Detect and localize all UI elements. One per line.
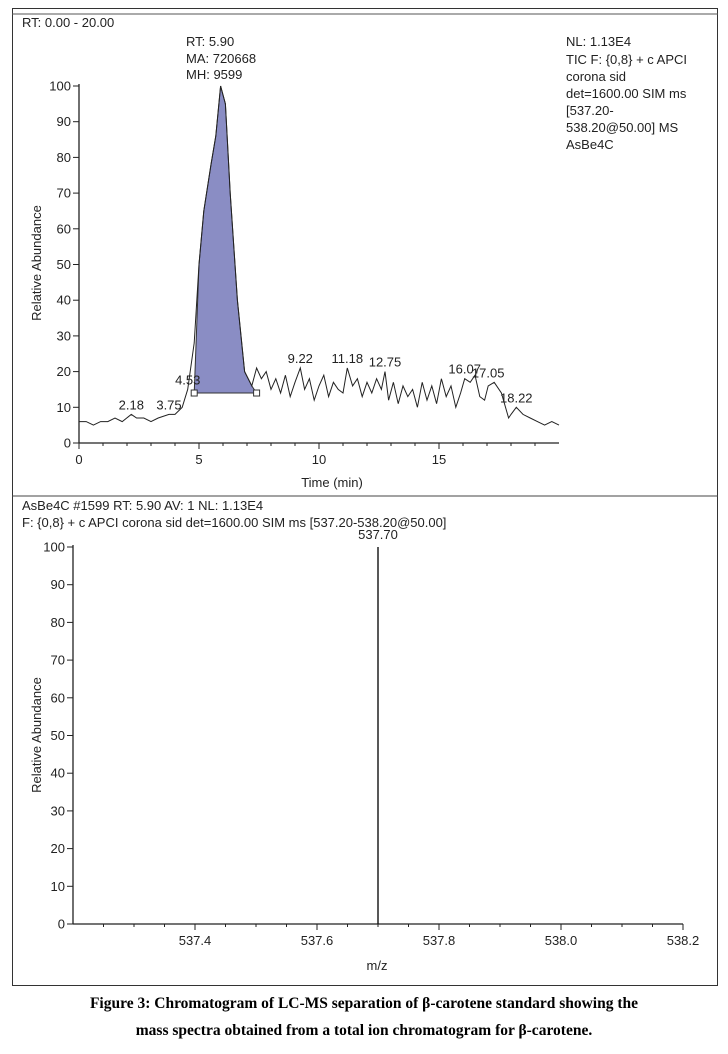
peak-label: 16.07 — [448, 361, 481, 377]
chromatogram-y-tick-label: 90 — [56, 114, 71, 130]
peak-info-rt: RT: 5.90 — [186, 34, 235, 49]
spectrum-x-tick-label: 537.4 — [178, 933, 212, 948]
spectrum-x-label: m/z — [366, 958, 388, 973]
header-info-1: TIC F: {0,8} + c APCI — [566, 52, 688, 67]
chromatogram-x-tick-label: 5 — [195, 452, 203, 467]
chromatogram-y-tick-label: 20 — [56, 364, 71, 380]
spectrum-y-tick-label: 20 — [50, 841, 65, 857]
spectrum-y-tick-label: 40 — [50, 765, 65, 781]
chromatogram-y-tick-label: 40 — [56, 292, 71, 308]
spectrum-x-tick-label: 537.6 — [300, 933, 334, 948]
header-info-3: det=1600.00 SIM ms — [566, 86, 687, 101]
chromatogram-y-tick-label: 80 — [56, 149, 71, 165]
chromatogram-y-tick-label: 70 — [56, 185, 71, 201]
spectrum-y-tick-label: 60 — [50, 690, 65, 706]
integrated-peak-area — [194, 86, 256, 393]
spectrum-header-line2: F: {0,8} + c APCI corona sid det=1600.00 SIM ms [537.20-538.20@50.00] — [22, 515, 447, 530]
peak-end-marker — [254, 390, 260, 396]
header-info-5: 538.20@50.00] MS — [566, 120, 679, 135]
chromatogram-y-tick-label: 60 — [56, 221, 71, 237]
peak-label: 2.18 — [118, 397, 144, 413]
range-label: RT: 0.00 - 20.00 — [22, 15, 115, 30]
peak-start-marker — [191, 390, 197, 396]
peak-info-mh: MH: 9599 — [186, 67, 243, 82]
header-info-4: [537.20- — [566, 103, 614, 118]
chromatogram-y-label: Relative Abundance — [29, 205, 44, 321]
caption-line-1: Figure 3: Chromatogram of LC-MS separation of β-carotene standard showing the — [89, 995, 639, 1012]
chromatogram-x-tick-label: 10 — [311, 452, 327, 467]
peak-label: 12.75 — [368, 354, 402, 370]
peak-label: 4.53 — [175, 372, 201, 388]
caption-line-2: mass spectra obtained from a total ion chromatogram for β-carotene. — [135, 1022, 593, 1039]
chromatogram-x-tick-label: 0 — [75, 452, 83, 467]
header-info-0: NL: 1.13E4 — [566, 34, 632, 49]
spectrum-x-tick-label: 537.8 — [422, 933, 456, 948]
chromatogram-y-tick-label: 10 — [56, 399, 71, 415]
peak-label: 9.22 — [287, 351, 313, 367]
header-info-6: AsBe4C — [566, 137, 614, 152]
chromatogram-y-tick-label: 100 — [49, 78, 71, 94]
spectrum-x-tick-label: 538.2 — [666, 933, 700, 948]
chromatogram-y-tick-label: 30 — [56, 328, 71, 344]
spectrum-header-line1: AsBe4C #1599 RT: 5.90 AV: 1 NL: 1.13E4 — [22, 498, 264, 513]
spectrum-x-tick-label: 538.0 — [544, 933, 578, 948]
figure-caption — [0, 990, 728, 1044]
peak-label: 3.75 — [156, 397, 182, 413]
spectrum-y-tick-label: 90 — [50, 577, 65, 593]
spectrum-y-tick-label: 80 — [50, 614, 65, 630]
spectrum-y-tick-label: 10 — [50, 878, 65, 894]
mass-spectrum-plot — [43, 527, 699, 948]
spectrum-y-tick-label: 100 — [43, 539, 65, 555]
chromatogram-plot — [49, 79, 559, 468]
peak-info-ma: MA: 720668 — [186, 51, 257, 66]
peak-label: 11.18 — [331, 351, 364, 367]
peak-label: 18.22 — [500, 390, 533, 406]
chromatogram-y-tick-label: 0 — [63, 435, 71, 451]
peak-label: 17.05 — [471, 365, 505, 381]
spectrum-y-tick-label: 70 — [50, 652, 65, 668]
spectrum-peak-label: 537.70 — [358, 527, 398, 542]
spectrum-y-tick-label: 50 — [50, 728, 65, 743]
header-info-2: corona sid — [566, 69, 626, 84]
chromatogram-x-label: Time (min) — [301, 475, 363, 490]
chromatogram-y-tick-label: 50 — [56, 257, 71, 272]
chromatogram-x-tick-label: 15 — [431, 452, 447, 467]
spectrum-y-tick-label: 30 — [50, 803, 65, 819]
spectrum-y-tick-label: 0 — [57, 916, 65, 932]
spectrum-y-label: Relative Abundance — [29, 677, 44, 793]
